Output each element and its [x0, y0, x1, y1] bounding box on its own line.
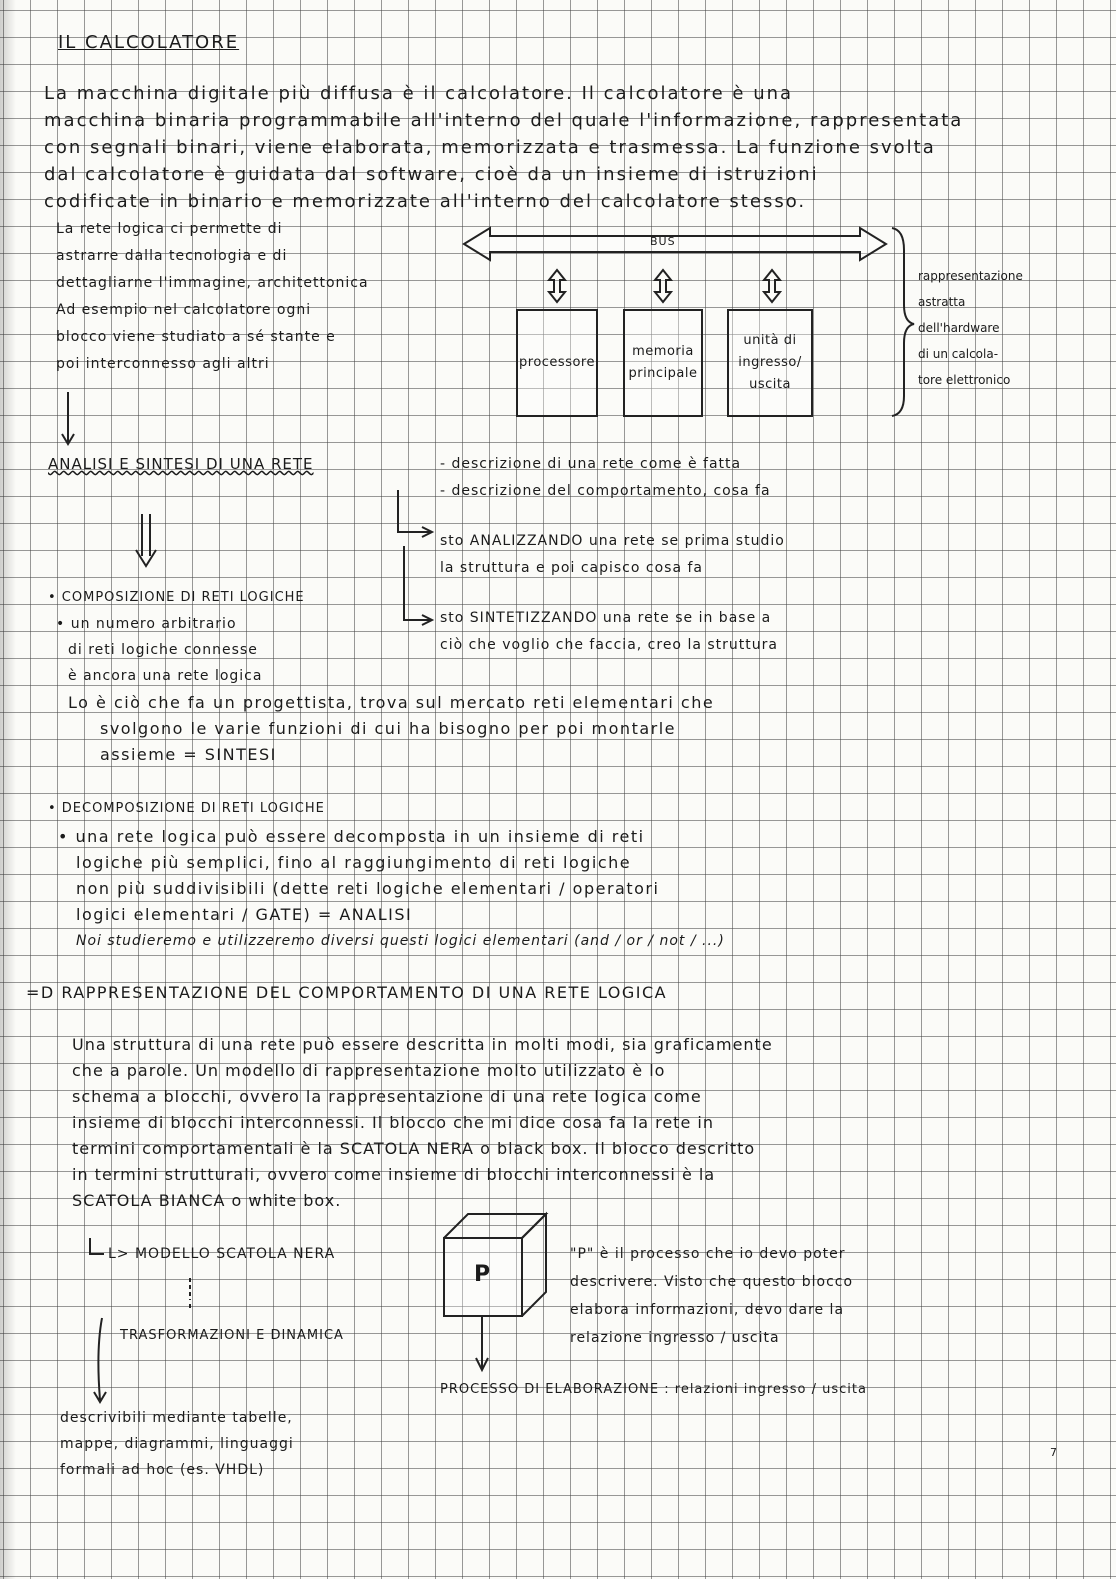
representation-line: in termini strutturali, ovvero come insieme di blocchi interconnessi è la: [72, 1165, 716, 1184]
representation-line: che a parole. Un modello di rappresentazione molto utilizzato è lo: [72, 1061, 666, 1080]
double-arrow-icon: [655, 270, 671, 302]
composition-line: di reti logiche connesse: [68, 642, 258, 658]
decomposition-line: logici elementari / GATE) = ANALISI: [76, 905, 413, 924]
logic-network-line: astrarre dalla tecnologia e di: [56, 248, 288, 264]
synthesizing-line: ciò che voglio che faccia, creo la struttura: [440, 637, 778, 653]
process-line: PROCESSO DI ELABORAZIONE : relazioni ingresso / uscita: [440, 1382, 867, 1397]
analysis-note: - descrizione del comportamento, cosa fa: [440, 483, 771, 499]
block-label: memoria: [632, 344, 694, 359]
representation-heading: =D RAPPRESENTAZIONE DEL COMPORTAMENTO DI UNA RETE LOGICA: [26, 983, 668, 1002]
p-note-line: elabora informazioni, devo dare la: [570, 1302, 845, 1318]
brace-label-line: rappresentazione: [918, 269, 1023, 283]
describable-line: mappe, diagrammi, linguaggi: [60, 1436, 294, 1452]
block-label: uscita: [749, 377, 791, 392]
branch-arrow: [398, 490, 432, 537]
double-arrow-icon: [764, 270, 780, 302]
black-box-cube-icon: [444, 1214, 546, 1316]
black-box-model-label: L> MODELLO SCATOLA NERA: [108, 1246, 336, 1262]
analyzing-line: la struttura e poi capisco cosa fa: [440, 560, 703, 576]
intro-line: codificate in binario e memorizzate all'interno del calcolatore stesso.: [44, 191, 807, 212]
composition-line: Lo è ciò che fa un progettista, trova sul mercato reti elementari che: [68, 693, 715, 712]
brace-label-line: tore elettronico: [918, 373, 1011, 387]
synthesizing-line: sto SINTETIZZANDO una rete se in base a: [440, 610, 772, 626]
brace-label-line: dell'hardware: [918, 321, 1000, 335]
down-arrow-icon: [476, 1316, 488, 1370]
p-note-line: descrivere. Visto che questo blocco: [570, 1274, 854, 1290]
representation-line: termini comportamentali è la SCATOLA NERA o black box. Il blocco descritto: [72, 1139, 756, 1158]
composition-line: svolgono le varie funzioni di cui ha bisogno per poi montarle: [100, 719, 677, 738]
logic-network-line: Ad esempio nel calcolatore ogni: [56, 302, 312, 318]
block-label: processore: [519, 355, 595, 370]
composition-line: assieme = SINTESI: [100, 745, 277, 764]
intro-line: La macchina digitale più diffusa è il calcolatore. Il calcolatore è una: [44, 83, 794, 104]
branch-arrow: [404, 546, 432, 625]
describable-line: formali ad hoc (es. VHDL): [60, 1462, 265, 1478]
intro-line: con segnali binari, viene elaborata, memorizzata e trasmessa. La funzione svolta: [44, 137, 936, 158]
decomposition-heading: • DECOMPOSIZIONE DI RETI LOGICHE: [48, 801, 325, 816]
down-arrow-icon: [94, 1318, 106, 1402]
logic-network-line: poi interconnesso agli altri: [56, 356, 270, 372]
block-label: principale: [628, 366, 698, 381]
block-memoria: [623, 309, 703, 417]
block-io-unit: [727, 309, 813, 417]
representation-line: SCATOLA BIANCA o white box.: [72, 1191, 342, 1210]
decomposition-line: Noi studieremo e utilizzeremo diversi questi logici elementari (and / or / not / ...): [76, 933, 725, 949]
logic-network-line: dettagliarne l'immagine, architettonica: [56, 275, 369, 291]
double-down-arrow-icon: [136, 514, 156, 566]
l-arrow-icon: [90, 1238, 104, 1254]
analyzing-line: sto ANALIZZANDO una rete se prima studio: [440, 533, 785, 549]
intro-line: macchina binaria programmabile all'interno del quale l'informazione, rappresentata: [44, 110, 964, 131]
block-label: unità di: [743, 333, 797, 348]
down-arrow-icon: [62, 392, 74, 444]
page-title: IL CALCOLATORE: [58, 32, 240, 53]
composition-line: è ancora una rete logica: [68, 668, 263, 684]
decomposition-line: non più suddivisibili (dette reti logiche elementari / operatori: [76, 879, 660, 898]
brace-label-line: di un calcola-: [918, 347, 999, 361]
cube-letter: P: [474, 1262, 493, 1287]
intro-line: dal calcolatore è guidata dal software, cioè da un insieme di istruzioni: [44, 164, 819, 185]
p-note-line: relazione ingresso / uscita: [570, 1330, 780, 1346]
composition-line: • un numero arbitrario: [56, 616, 237, 632]
decomposition-line: • una rete logica può essere decomposta in un insieme di reti: [58, 827, 645, 846]
double-arrow-icon: [549, 270, 565, 302]
block-label: ingresso/: [738, 355, 802, 370]
analysis-note: - descrizione di una rete come è fatta: [440, 456, 742, 472]
describable-line: descrivibili mediante tabelle,: [60, 1410, 293, 1426]
curly-brace-icon: [892, 228, 914, 416]
page-number: 7: [1050, 1446, 1059, 1459]
block-processore: [516, 309, 598, 417]
logic-network-line: La rete logica ci permette di: [56, 221, 283, 237]
representation-line: Una struttura di una rete può essere descritta in molti modi, sia graficamente: [72, 1035, 773, 1054]
logic-network-line: blocco viene studiato a sé stante e: [56, 329, 336, 345]
p-note-line: "P" è il processo che io devo poter: [570, 1246, 846, 1262]
brace-label-line: astratta: [918, 295, 966, 309]
decomposition-line: logiche più semplici, fino al raggiungimento di reti logiche: [76, 853, 632, 872]
bus-label: BUS: [650, 235, 676, 248]
representation-line: schema a blocchi, ovvero la rappresentazione di una rete logica come: [72, 1087, 702, 1106]
representation-line: insieme di blocchi interconnessi. Il blocco che mi dice cosa fa la rete in: [72, 1113, 714, 1132]
analysis-heading: ANALISI E SINTESI DI UNA RETE: [48, 455, 314, 473]
composition-heading: • COMPOSIZIONE DI RETI LOGICHE: [48, 590, 305, 605]
transform-label: TRASFORMAZIONI E DINAMICA: [120, 1328, 344, 1343]
